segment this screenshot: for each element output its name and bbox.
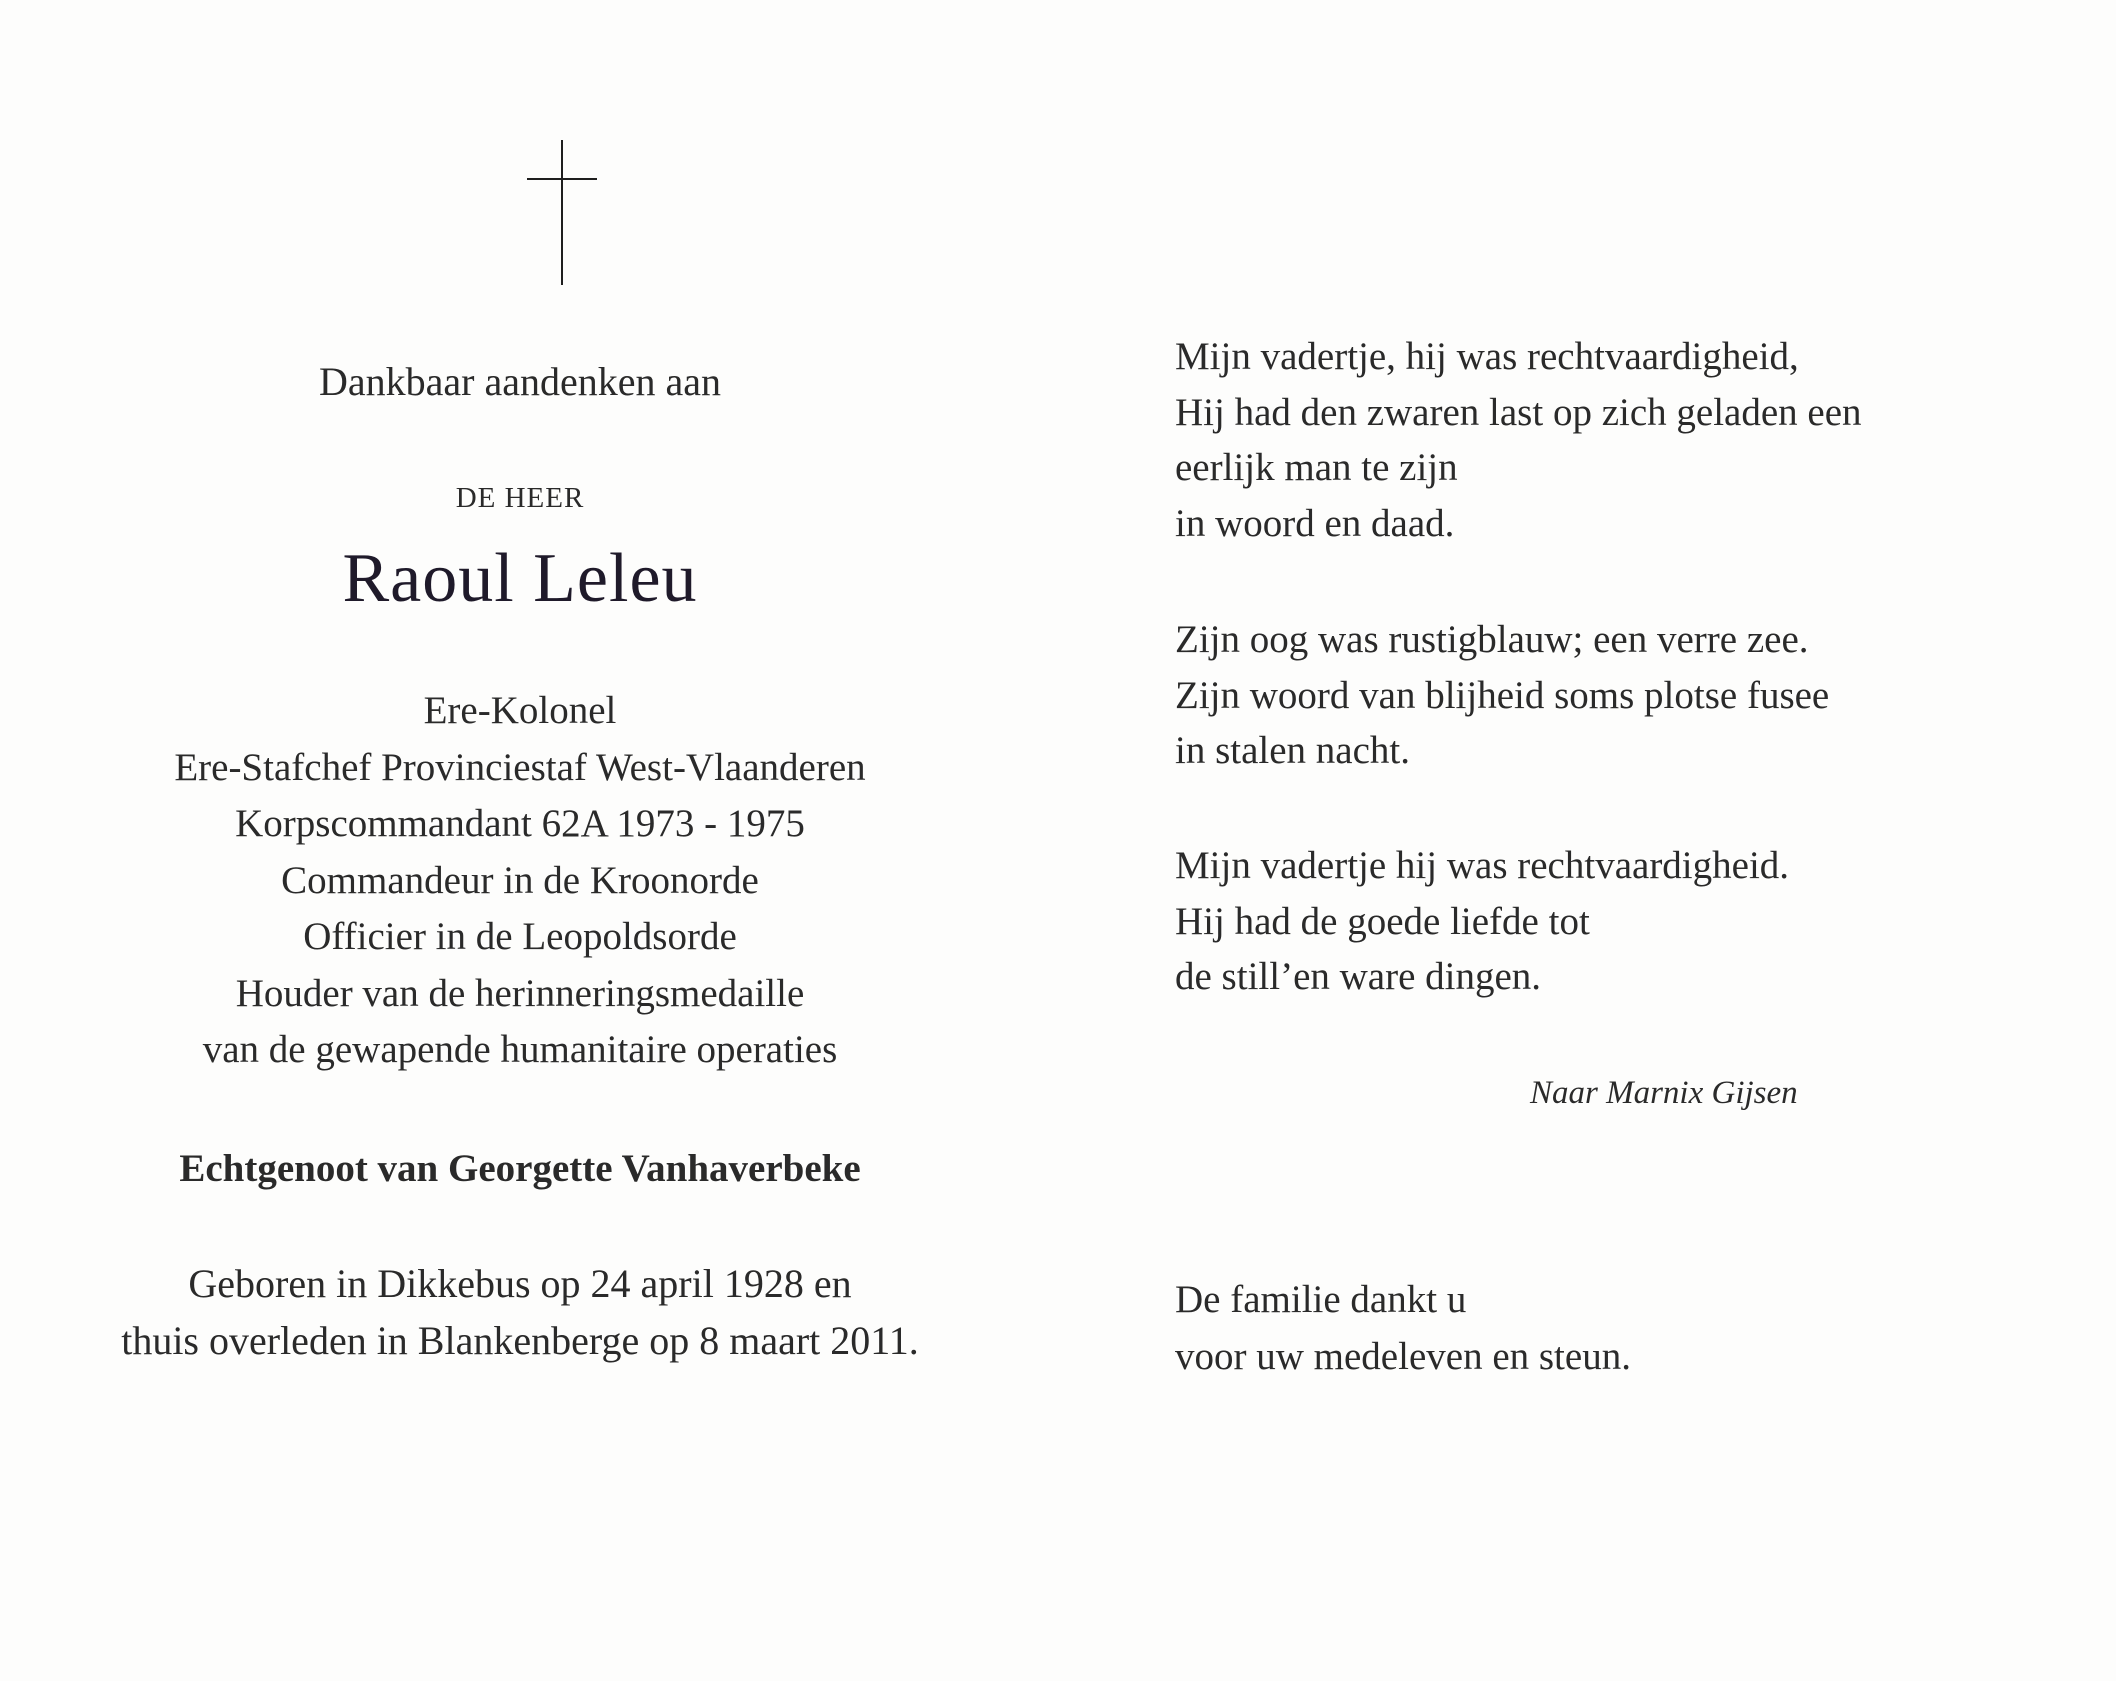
title-line: Houder van de herinneringsmedaille bbox=[235, 971, 805, 1015]
poem-attribution: Naar Marnix Gijsen bbox=[1530, 1075, 1798, 1111]
poem-stanza bbox=[1175, 838, 1789, 1005]
poem-line: in stalen nacht. bbox=[1175, 729, 1411, 772]
poem-stanza bbox=[1175, 612, 1829, 779]
poem-line: Hij had den zwaren last op zich geladen een bbox=[1175, 390, 1862, 434]
titles-list bbox=[40, 683, 1000, 1079]
poem-stanza bbox=[1175, 329, 1862, 551]
poem-line: in woord en daad. bbox=[1175, 501, 1455, 545]
obituary-panel bbox=[40, 0, 1000, 1681]
poem-line: de still’en ware dingen. bbox=[1175, 955, 1542, 998]
poem-line: Zijn oog was rustigblauw; een verre zee. bbox=[1175, 618, 1809, 661]
family-thanks bbox=[1175, 1271, 1631, 1385]
title-line: Ere-Kolonel bbox=[423, 689, 617, 732]
poem-line: Zijn woord van blijheid soms plotse fusee bbox=[1175, 673, 1830, 717]
title-line: Officier in de Leopoldsorde bbox=[303, 915, 737, 958]
birth-line: Geboren in Dikkebus op 24 april 1928 en bbox=[188, 1261, 852, 1306]
life-dates bbox=[40, 1255, 1000, 1369]
poem-line: Hij had de goede liefde tot bbox=[1175, 899, 1590, 943]
thanks-line: voor uw medeleven en steun. bbox=[1175, 1335, 1631, 1378]
poem-panel bbox=[1175, 0, 2075, 1681]
deceased-name: Raoul Leleu bbox=[342, 540, 698, 617]
poem-line: Mijn vadertje hij was rechtvaardigheid. bbox=[1175, 844, 1790, 887]
intro-text: Dankbaar aandenken aan bbox=[319, 359, 721, 404]
honorific: DE HEER bbox=[455, 482, 585, 514]
poem-line: Mijn vadertje, hij was rechtvaardigheid, bbox=[1175, 335, 1799, 378]
title-line: van de gewapende humanitaire operaties bbox=[202, 1028, 838, 1071]
death-line: thuis overleden in Blankenberge op 8 maart 2011. bbox=[121, 1318, 919, 1363]
poem-line: eerlijk man te zijn bbox=[1175, 446, 1458, 489]
cross-icon bbox=[527, 140, 597, 285]
spouse-line: Echtgenoot van Georgette Vanhaverbeke bbox=[179, 1147, 861, 1190]
title-line: Korpscommandant 62A 1973 - 1975 bbox=[235, 802, 805, 845]
title-line: Commandeur in de Kroonorde bbox=[281, 858, 759, 902]
title-line: Ere-Stafchef Provinciestaf West-Vlaanderen bbox=[174, 745, 866, 789]
thanks-line: De familie dankt u bbox=[1175, 1278, 1467, 1321]
